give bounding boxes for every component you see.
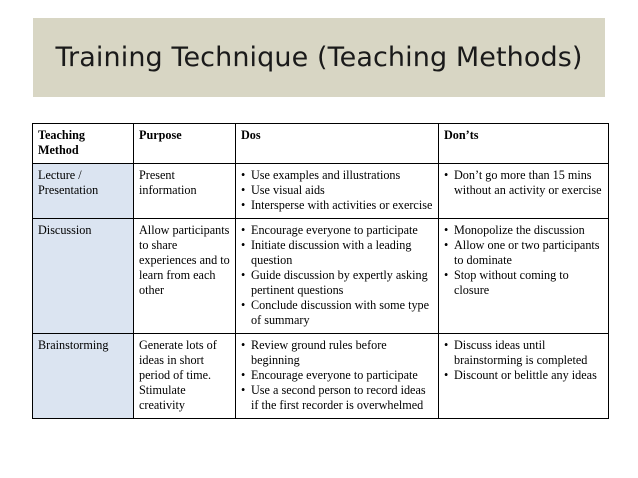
donts-item: • Discuss ideas until brainstorming is completed [444, 338, 603, 368]
header-purpose: Purpose [134, 124, 236, 164]
title-band [33, 18, 605, 97]
purpose-cell: Generate lots of ideas in short period of time. Stimulate creativity [134, 334, 236, 419]
dos-item: • Encourage everyone to participate [241, 223, 433, 238]
dos-item: • Initiate discussion with a leading question [241, 238, 433, 268]
table-row [33, 164, 609, 219]
table-row [33, 219, 609, 334]
method-cell: Brainstorming [33, 334, 134, 419]
header-donts: Don’ts [439, 124, 609, 164]
teaching-methods-table [32, 123, 609, 419]
dos-item: • Use visual aids [241, 183, 433, 198]
dos-cell [236, 164, 439, 219]
donts-item: • Don’t go more than 15 mins without an activity or exercise [444, 168, 603, 198]
dos-item: • Use examples and illustrations [241, 168, 433, 183]
purpose-cell: Allow participants to share experiences and to learn from each other [134, 219, 236, 334]
dos-item: • Review ground rules before beginning [241, 338, 433, 368]
table-row [33, 334, 609, 419]
donts-item: • Allow one or two participants to dominate [444, 238, 603, 268]
dos-cell [236, 334, 439, 419]
dos-item: • Intersperse with activities or exercise [241, 198, 433, 213]
dos-item: • Conclude discussion with some type of summary [241, 298, 433, 328]
header-dos: Dos [236, 124, 439, 164]
dos-item: • Guide discussion by expertly asking pertinent questions [241, 268, 433, 298]
header-row [33, 124, 609, 164]
donts-item: • Discount or belittle any ideas [444, 368, 603, 383]
donts-item: • Monopolize the discussion [444, 223, 603, 238]
donts-cell [439, 334, 609, 419]
dos-item: • Encourage everyone to participate [241, 368, 433, 383]
dos-item: • Use a second person to record ideas if the first recorder is overwhelmed [241, 383, 433, 413]
method-cell: Lecture / Presentation [33, 164, 134, 219]
dos-cell [236, 219, 439, 334]
purpose-cell: Present information [134, 164, 236, 219]
method-cell: Discussion [33, 219, 134, 334]
header-teaching-method: Teaching Method [33, 124, 134, 164]
donts-item: • Stop without coming to closure [444, 268, 603, 298]
slide-title: Training Technique (Teaching Methods) [55, 42, 583, 73]
donts-cell [439, 219, 609, 334]
donts-cell [439, 164, 609, 219]
